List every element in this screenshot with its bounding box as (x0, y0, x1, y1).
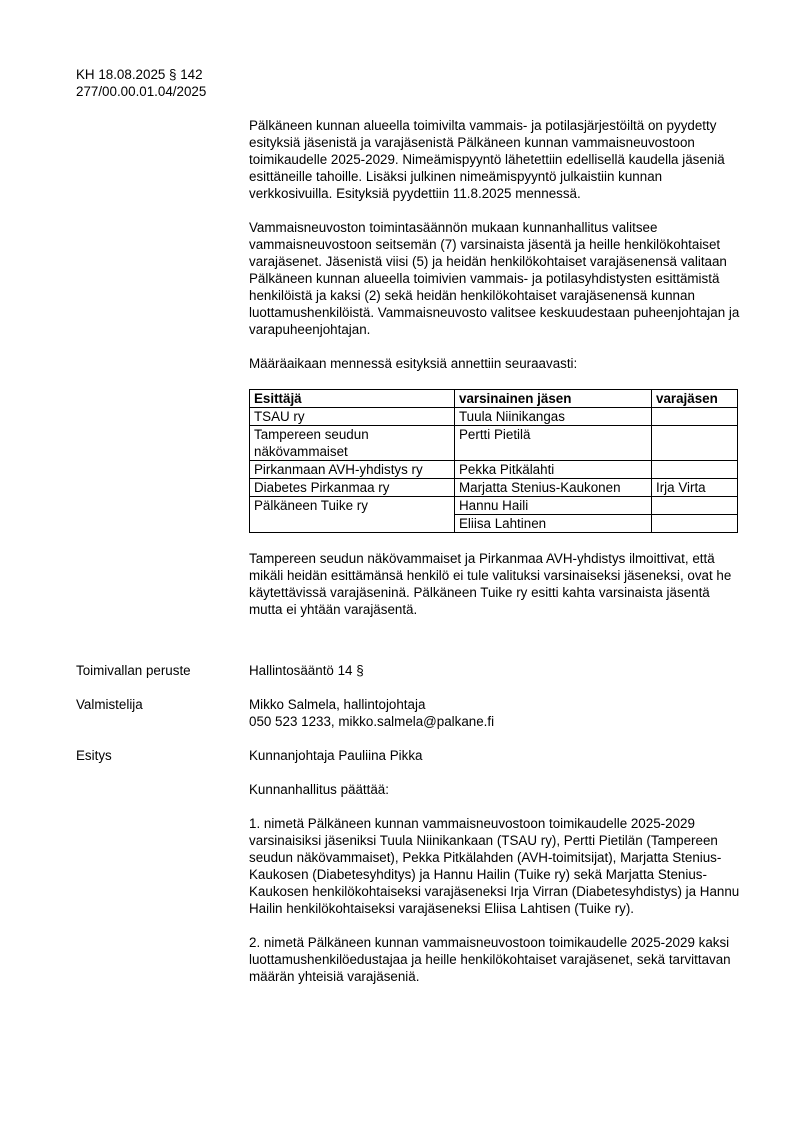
proposal-label: Esitys (76, 748, 112, 763)
table-row (250, 497, 738, 515)
member-cell: Pertti Pietilä (455, 426, 652, 461)
column-header-deputy: varajäsen (652, 390, 738, 408)
column-header-nominator: Esittäjä (250, 390, 455, 408)
table-row (250, 479, 738, 497)
main-text (249, 117, 741, 635)
intro-paragraph-2: Vammaisneuvoston toimintasäännön mukaan kunnanhallitus valitsee vammaisneuvostoon seitsemän (7) varsinaista jäsentä ja heille henkilökohtaiset varajäsenet. Jäsenistä viisi (5) ja heidän henkilökohtaiset varajäsenensä valitaan Pälkäneen kunnan alueella toimivien vammais- ja potilasyhdistysten esittämistä henkilöistä ja kaksi (2) sekä heidän henkilökohtaiset varajäsenensä kunnan luottamushenkilöistä. Vammaisneuvosto valitsee keskuudestaan puheenjohtajan ja varapuheenjohtajan. (249, 220, 740, 337)
deputy-cell (652, 426, 738, 461)
deputy-cell: Irja Virta (652, 479, 738, 497)
deputy-cell (652, 408, 738, 426)
preparer-label: Valmistelija (76, 697, 143, 712)
nominations-table (249, 389, 738, 533)
nominator-cell: Pirkanmaan AVH-yhdistys ry (250, 461, 455, 479)
after-table-paragraph: Tampereen seudun näkövammaiset ja Pirkanmaa AVH-yhdistys ilmoittivat, että mikäli heidän esittämänsä henkilö ei tule valituksi varsinaiseksi jäseneksi, ovat he käytettävissä varajäseninä. Pälkäneen Tuike ry esitti kahta varsinaista jäsentä mutta ei yhtään varajäsentä. (249, 551, 732, 617)
nominator-cell: Tampereen seudun näkövammaiset (250, 426, 455, 461)
preparer-info (249, 696, 741, 730)
intro-paragraph-1: Pälkäneen kunnan alueella toimivilta vammais- ja potilasjärjestöiltä on pyydetty esityksiä jäsenistä ja varajäsenistä Pälkäneen kunnan vammaisneuvostoon toimikaudelle 2025-2029. Nimeämispyyntö lähetettiin edellisellä kaudella jäseniä esittäneille tahoille. Lisäksi julkinen nimeämispyyntö julkaistiin kunnan verkkosivuilla. Esityksiä pyydettiin 11.8.2025 mennessä. (249, 118, 725, 201)
preparer-contact: 050 523 1233, mikko.salmela@palkane.fi (249, 714, 495, 729)
authority-value (249, 662, 741, 679)
authority-text: Hallintosääntö 14 § (249, 663, 364, 678)
meeting-reference: KH 18.08.2025 § 142 (76, 67, 203, 82)
column-header-member: varsinainen jäsen (455, 390, 652, 408)
member-cell: Pekka Pitkälahti (455, 461, 652, 479)
proposal-item-2: 2. nimetä Pälkäneen kunnan vammaisneuvostoon toimikaudelle 2025-2029 kaksi luottamushenkilöedustajaa ja heille henkilökohtaiset varajäsenet, sekä tarvittavan määrän yhteisiä varajäseniä. (249, 935, 731, 984)
table-row (250, 426, 738, 461)
proposal-presenter: Kunnanjohtaja Pauliina Pikka (249, 748, 423, 763)
member-cell: Hannu Haili (455, 497, 652, 515)
member-cell: Tuula Niinikangas (455, 408, 652, 426)
table-row (250, 408, 738, 426)
nominator-cell: Pälkäneen Tuike ry (250, 497, 455, 533)
preparer-name: Mikko Salmela, hallintojohtaja (249, 697, 426, 712)
table-row (250, 461, 738, 479)
deputy-cell (652, 515, 738, 533)
proposal-item-1: 1. nimetä Pälkäneen kunnan vammaisneuvostoon toimikaudelle 2025-2029 varsinaisiksi jäseniksi Tuula Niinikankaan (TSAU ry), Pertti Pietilän (Tampereen seudun näkövammaiset), Pekka Pitkälahden (AVH-toimitsijat), Marjatta Stenius-Kaukosen (Diabetesyhditys) ja Hannu Hailin (Tuike ry) sekä Marjatta Stenius-Kaukosen henkilökohtaiseksi varajäseneksi Irja Virran (Diabetesyhdistys) ja Hannu Hailin henkilökohtaiseksi varajäseneksi Eliisa Lahtisen (Tuike ry). (249, 816, 740, 916)
proposal-section (249, 747, 741, 1002)
deputy-cell (652, 461, 738, 479)
nominator-cell: TSAU ry (250, 408, 455, 426)
table-header-row (250, 390, 738, 408)
file-number: 277/00.00.01.04/2025 (76, 84, 207, 99)
proposal-decision-intro: Kunnanhallitus päättää: (249, 782, 389, 797)
intro-paragraph-3: Määräaikaan mennessä esityksiä annettiin seuraavasti: (249, 356, 578, 371)
deputy-cell (652, 497, 738, 515)
authority-label: Toimivallan peruste (76, 663, 191, 678)
member-cell: Eliisa Lahtinen (455, 515, 652, 533)
document-reference (76, 66, 206, 100)
nominator-cell: Diabetes Pirkanmaa ry (250, 479, 455, 497)
member-cell: Marjatta Stenius-Kaukonen (455, 479, 652, 497)
